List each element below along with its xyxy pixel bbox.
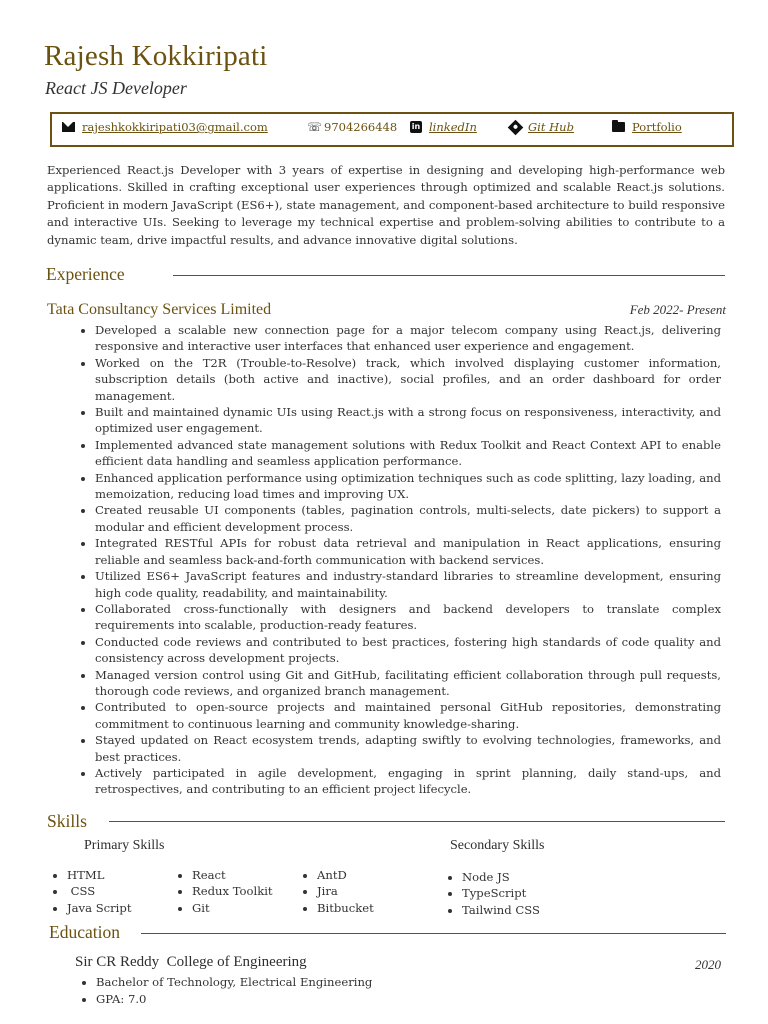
contact-github[interactable]: [510, 120, 574, 134]
list-item: • Actively participated in agile development, engaging in sprint planning, daily stand-ups, and retrospectives, and contributing to an efficient project lifecycle.: [95, 765, 721, 798]
experience-heading: Experience: [46, 264, 125, 284]
git-icon: [508, 119, 524, 135]
primary-skills-heading: Primary Skills: [84, 838, 165, 853]
mail-icon: [62, 122, 75, 132]
skills-heading: Skills: [47, 811, 87, 831]
list-item: • Collaborated cross-functionally with designers and backend developers to translate complex requirements into scalable, production-ready features.: [95, 601, 721, 634]
github-link[interactable]: Git Hub: [528, 120, 574, 134]
education-divider: [141, 933, 726, 934]
portfolio-link[interactable]: Portfolio: [632, 120, 682, 134]
list-item: • Created reusable UI components (tables, pagination controls, multi-selects, date pickers) to support a modular and efficient development process.: [95, 502, 721, 535]
contact-linkedin[interactable]: [410, 120, 477, 134]
list-item: • TypeScript: [462, 885, 540, 901]
list-item: • Conducted code reviews and contributed to best practices, fostering high standards of code quality and consistency across development projects.: [95, 634, 721, 667]
school-name: Sir CR Reddy College of Engineering: [75, 954, 307, 970]
list-item: • Redux Toolkit: [192, 883, 273, 899]
secondary-skills-heading: Secondary Skills: [450, 838, 545, 853]
summary-paragraph: Experienced React.js Developer with 3 years of expertise in designing and developing high-performance web applications. Skilled in crafting exceptional user experiences through optimized and scalable React.js solutions. Proficient in modern JavaScript (ES6+), state management, and component-based architecture to build responsive and interactive UIs. Seeking to leverage my technical expertise and problem-solving abilities to contribute to a dynamic team, drive impactful results, and advance innovative digital solutions.: [47, 163, 725, 247]
list-item: • Utilized ES6+ JavaScript features and industry-standard libraries to streamline development, ensuring high code quality, readability, and maintainability.: [95, 568, 721, 601]
folder-icon: [612, 122, 625, 132]
job-dates: Feb 2022- Present: [629, 302, 726, 317]
list-item: • Contributed to open-source projects and maintained personal GitHub repositories, demonstrating commitment to continuous learning and community knowledge-sharing.: [95, 699, 721, 732]
primary-skills-col-1: [52, 867, 131, 916]
phone-icon: ☏: [307, 120, 323, 134]
experience-divider: [173, 275, 725, 276]
list-item: • Bitbucket: [317, 900, 374, 916]
list-item: • Developed a scalable new connection page for a major telecom company using React.js, delivering responsive and interactive user interfaces that enhanced user experience and engagement.: [95, 322, 721, 355]
list-item: • GPA: 7.0: [96, 991, 372, 1008]
list-item: • Enhanced application performance using optimization techniques such as code splitting, lazy loading, and memoization, reducing load times and improving UX.: [95, 470, 721, 503]
primary-skills-col-2: [177, 867, 273, 916]
list-item: • AntD: [317, 867, 374, 883]
company-name: Tata Consultancy Services Limited: [47, 301, 272, 318]
skills-divider: [109, 821, 725, 822]
list-item: • Worked on the T2R (Trouble-to-Resolve) track, which involved displaying customer information, subscription details (both active and inactive), social profiles, and an order dashboard for order management.: [95, 355, 721, 404]
phone-number: 9704266448: [324, 120, 398, 134]
list-item: • Built and maintained dynamic UIs using React.js with a strong focus on responsiveness, interactivity, and optimized user engagement.: [95, 404, 721, 437]
list-item: • Node JS: [462, 869, 540, 885]
experience-bullets: [78, 322, 721, 798]
list-item: • Integrated RESTful APIs for robust data retrieval and manipulation in React applications, ensuring reliable and seamless back-and-forth communication with backend services.: [95, 535, 721, 568]
linkedin-link[interactable]: linkedIn: [429, 120, 477, 134]
linkedin-icon: in: [411, 122, 421, 131]
education-details: [82, 974, 372, 1008]
contact-phone: [307, 120, 397, 134]
list-item: • Tailwind CSS: [462, 902, 540, 918]
list-item: • React: [192, 867, 273, 883]
list-item: • Bachelor of Technology, Electrical Engineering: [96, 974, 372, 991]
list-item: • Jira: [317, 883, 374, 899]
contact-email[interactable]: [62, 120, 268, 134]
secondary-skills-list: [447, 869, 540, 918]
contact-portfolio[interactable]: [612, 120, 682, 134]
email-link[interactable]: rajeshkokkiripati03@gmail.com: [82, 120, 268, 134]
job-role: React JS Developer: [45, 78, 187, 98]
graduation-year: 2020: [695, 957, 721, 972]
list-item: • Implemented advanced state management solutions with Redux Toolkit and React Context API to enable efficient data handling and seamless application performance.: [95, 437, 721, 470]
list-item: • Java Script: [67, 900, 131, 916]
list-item: • Managed version control using Git and GitHub, facilitating efficient collaboration through pull requests, thorough code reviews, and organized branch management.: [95, 667, 721, 700]
contact-bar: [50, 112, 734, 147]
education-heading: Education: [49, 922, 120, 942]
list-item: • Stayed updated on React ecosystem trends, adapting swiftly to evolving technologies, frameworks, and best practices.: [95, 732, 721, 765]
list-item: • Git: [192, 900, 273, 916]
list-item: • HTML: [67, 867, 131, 883]
page-title: Rajesh Kokkiripati: [44, 40, 268, 72]
primary-skills-col-3: [302, 867, 374, 916]
list-item: • CSS: [67, 883, 131, 899]
